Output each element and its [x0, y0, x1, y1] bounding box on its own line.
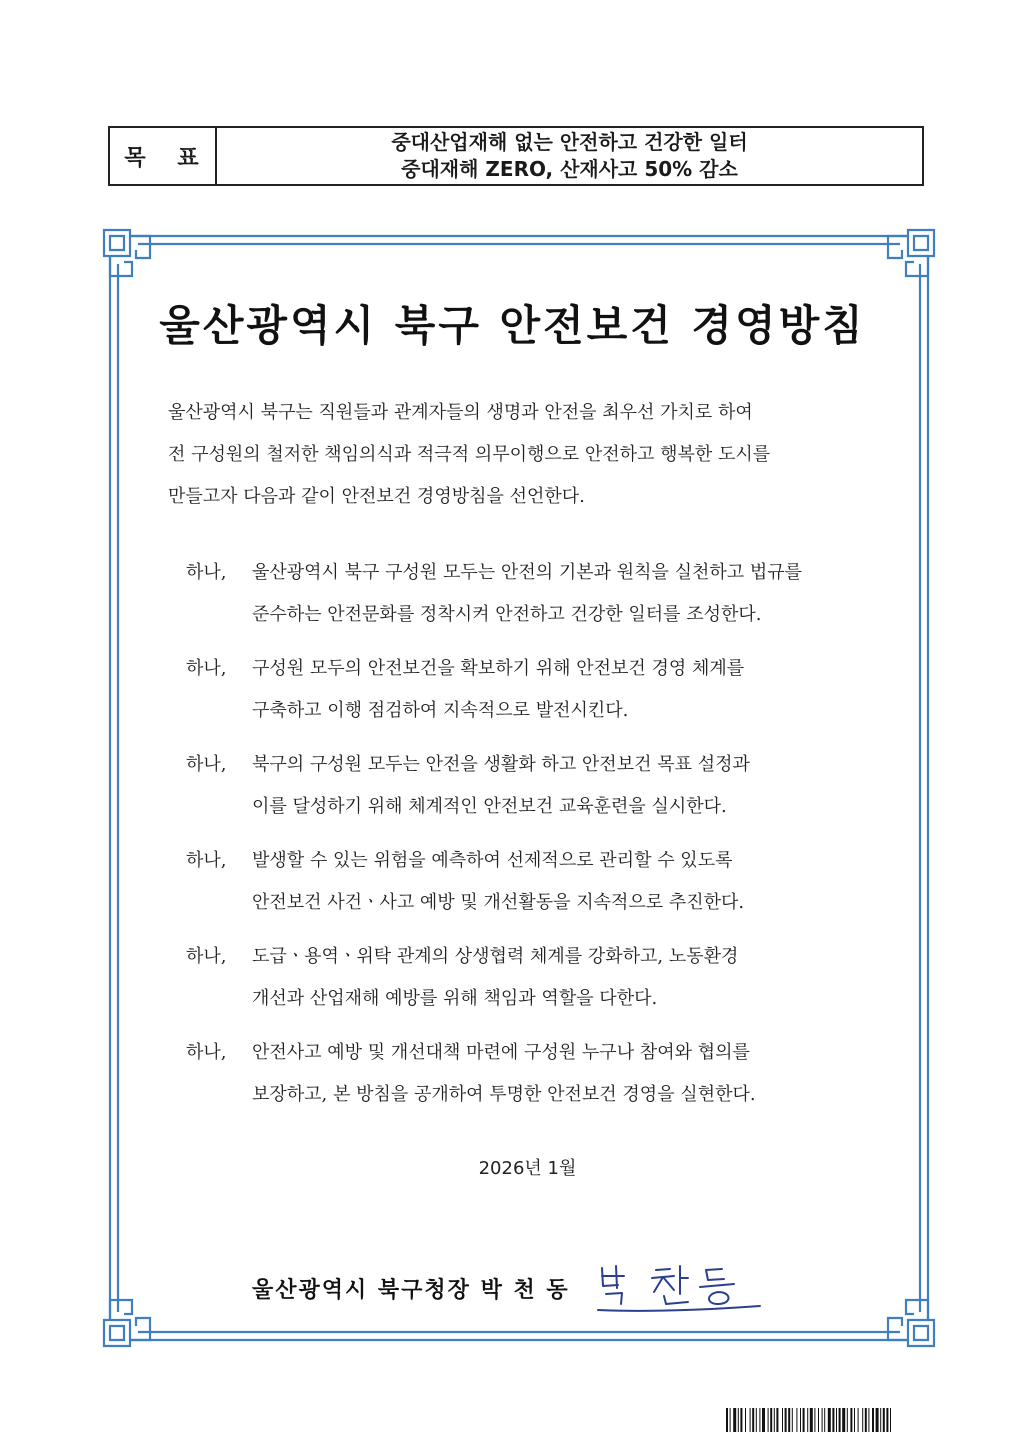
goal-box [108, 126, 924, 186]
barcode-bar [752, 1408, 754, 1432]
barcode-bar [883, 1408, 885, 1432]
barcode-bar [745, 1408, 746, 1432]
barcode-bar [807, 1408, 808, 1432]
barcode-bar [788, 1408, 790, 1432]
clause-prefix: 하나, [186, 1042, 227, 1063]
clause-line: 개선과 산업재해 예방를 위해 책임과 역할을 다한다. [252, 988, 658, 1009]
clause-line: 보장하고, 본 방침을 공개하여 투명한 안전보건 경영을 실현한다. [252, 1084, 756, 1105]
clause-line: 구축하고 이행 점검하여 지속적으로 발전시킨다. [252, 700, 629, 721]
barcode-bar [858, 1408, 859, 1432]
barcode-bar [750, 1408, 751, 1432]
clause-line: 도급ㆍ용역ㆍ위탁 관계의 상생협력 체계를 강화하고, 노동환경 [252, 946, 739, 967]
barcode-bar [762, 1408, 765, 1432]
intro-line: 만들고자 다음과 같이 안전보건 경영방침을 선언한다. [168, 486, 585, 507]
clause-prefix: 하나, [186, 850, 227, 871]
clause-line: 북구의 구성원 모두는 안전을 생활화 하고 안전보건 목표 설정과 [252, 754, 750, 775]
barcode-bar [740, 1408, 742, 1432]
barcode-bar [814, 1408, 815, 1432]
clause-line: 이를 달성하기 위해 체계적인 안전보건 교육훈련을 실시한다. [252, 796, 727, 817]
barcode-bar [738, 1408, 739, 1432]
barcode-bar [796, 1408, 797, 1432]
barcode-bar [876, 1408, 879, 1432]
barcode-bar [730, 1408, 731, 1432]
barcode-bar [850, 1408, 852, 1432]
goal-line-1: 중대산업재해 없는 안전하고 건강한 일터 [391, 130, 748, 154]
handwritten-signature [594, 1260, 764, 1316]
signature-block [252, 1260, 764, 1316]
barcode-bar [862, 1408, 863, 1432]
document-title: 울산광역시 북구 안전보건 경영방침 [159, 301, 866, 350]
barcode-bar [803, 1408, 805, 1432]
barcode-bar [854, 1408, 855, 1432]
barcode-bar [880, 1408, 881, 1432]
intro-line: 전 구성원의 철저한 책임의식과 적극적 의무이행으로 안전하고 행복한 도시를 [168, 444, 771, 465]
intro-line: 울산광역시 북구는 직원들과 관계자들의 생명과 안전을 최우선 가치로 하여 [168, 402, 753, 423]
clause-line: 발생할 수 있는 위험을 예측하여 선제적으로 관리할 수 있도록 [252, 850, 733, 871]
clause-line: 구성원 모두의 안전보건을 확보하기 위해 안전보건 경영 체계를 [252, 658, 745, 679]
policy-clause [186, 840, 906, 936]
issuer-name: 울산광역시 북구청장 박 천 동 [252, 1277, 570, 1303]
policy-clause [186, 744, 906, 840]
barcode-bar [759, 1408, 760, 1432]
barcode-bar [774, 1408, 775, 1432]
policy-clause [186, 1032, 906, 1128]
clause-text [252, 744, 750, 828]
policy-clause [186, 936, 906, 1032]
issue-date: 2026년 1월 [478, 1158, 577, 1179]
barcode-bar [768, 1408, 769, 1432]
goal-label: 목 표 [110, 128, 217, 184]
barcode-bar [890, 1408, 891, 1432]
barcode-bar [872, 1408, 874, 1432]
policy-clause [186, 648, 906, 744]
barcode-bar [756, 1408, 757, 1432]
goal-statement [217, 128, 922, 184]
barcode-bar [726, 1408, 728, 1432]
clause-prefix: 하나, [186, 754, 227, 775]
barcode-bar [842, 1408, 845, 1432]
clause-line: 울산광역시 북구 구성원 모두는 안전의 기본과 원칙을 실천하고 법규를 [252, 562, 803, 583]
clause-prefix: 하나, [186, 562, 227, 583]
barcode-bar [847, 1408, 848, 1432]
barcode-bar [836, 1408, 837, 1432]
barcode-bar [792, 1408, 793, 1432]
barcode-bar [832, 1408, 834, 1432]
barcode-bar [818, 1408, 819, 1432]
barcode-bar [865, 1408, 867, 1432]
barcode-bar [810, 1408, 813, 1432]
clause-text [252, 552, 802, 636]
barcode-bar [782, 1408, 783, 1432]
barcode-bar [886, 1408, 888, 1432]
policy-clauses [186, 552, 906, 1128]
policy-clause [186, 552, 906, 648]
clause-line: 안전사고 예방 및 개선대책 마련에 구성원 누구나 참여와 협의를 [252, 1042, 750, 1063]
clause-text [252, 840, 744, 924]
barcode [726, 1408, 996, 1432]
barcode-bar [828, 1408, 831, 1432]
barcode-bar [822, 1408, 823, 1432]
clause-text [252, 1032, 756, 1116]
clause-prefix: 하나, [186, 658, 227, 679]
clause-text [252, 936, 738, 1020]
barcode-bar [733, 1408, 736, 1432]
clause-line: 준수하는 안전문화를 정착시켜 안전하고 건강한 일터를 조성한다. [252, 604, 762, 625]
goal-line-2: 중대재해 ZERO, 산재사고 50% 감소 [401, 157, 738, 181]
clause-line: 안전보건 사건ㆍ사고 예방 및 개선활동을 지속적으로 추진한다. [252, 892, 745, 913]
barcode-bar [800, 1408, 801, 1432]
barcode-bar [868, 1408, 869, 1432]
barcode-bar [770, 1408, 772, 1432]
barcode-bar [839, 1408, 841, 1432]
clause-text [252, 648, 744, 732]
barcode-bar [785, 1408, 787, 1432]
clause-prefix: 하나, [186, 946, 227, 967]
intro-paragraph [168, 392, 898, 518]
barcode-bar [824, 1408, 825, 1432]
barcode-bar [776, 1408, 778, 1432]
